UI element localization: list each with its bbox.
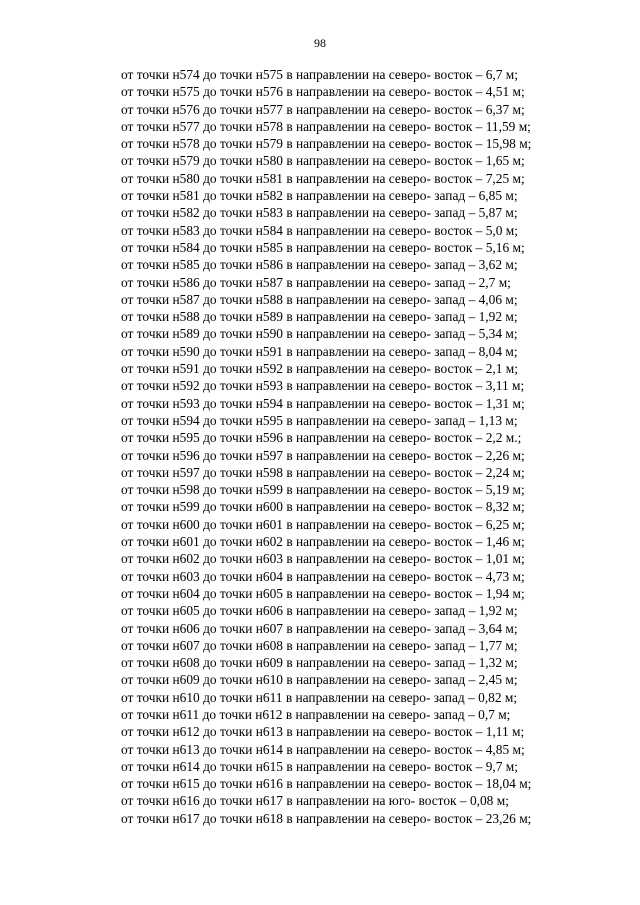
list-item: от точки н593 до точки н594 в направлении на северо- восток – 1,31 м; <box>121 395 525 411</box>
list-item: от точки н604 до точки н605 в направлении на северо- восток – 1,94 м; <box>121 585 525 601</box>
list-item: от точки н597 до точки н598 в направлении на северо- восток – 2,24 м; <box>121 464 525 480</box>
list-item: от точки н610 до точки н611 в направлении на северо- запад – 0,82 м; <box>121 689 518 705</box>
list-item: от точки н582 до точки н583 в направлении на северо- запад – 5,87 м; <box>121 205 518 221</box>
list-item: от точки н603 до точки н604 в направлении на северо- восток – 4,73 м; <box>121 568 525 584</box>
page-number: 98 <box>314 36 326 50</box>
list-item: от точки н592 до точки н593 в направлении на северо- восток – 3,11 м; <box>121 378 525 394</box>
list-item: от точки н616 до точки н617 в направлении на юго- восток – 0,08 м; <box>121 793 509 809</box>
boundary-description-list <box>121 66 621 827</box>
list-item: от точки н591 до точки н592 в направлении на северо- восток – 2,1 м; <box>121 361 518 377</box>
list-item: от точки н595 до точки н596 в направлении на северо- восток – 2,2 м.; <box>121 430 522 446</box>
list-item: от точки н579 до точки н580 в направлении на северо- восток – 1,65 м; <box>121 153 525 169</box>
list-item: от точки н608 до точки н609 в направлении на северо- запад – 1,32 м; <box>121 655 518 671</box>
list-item: от точки н614 до точки н615 в направлении на северо- восток – 9,7 м; <box>121 758 518 774</box>
list-item: от точки н578 до точки н579 в направлении на северо- восток – 15,98 м; <box>121 136 532 152</box>
list-item: от точки н586 до точки н587 в направлении на северо- запад – 2,7 м; <box>121 274 511 290</box>
list-item: от точки н588 до точки н589 в направлении на северо- запад – 1,92 м; <box>121 309 518 325</box>
list-item: от точки н575 до точки н576 в направлении на северо- восток – 4,51 м; <box>121 84 525 100</box>
list-item: от точки н577 до точки н578 в направлении на северо- восток – 11,59 м; <box>121 118 531 134</box>
list-item: от точки н589 до точки н590 в направлении на северо- запад – 5,34 м; <box>121 326 518 342</box>
list-item: от точки н590 до точки н591 в направлении на северо- запад – 8,04 м; <box>121 343 518 359</box>
list-item: от точки н617 до точки н618 в направлении на северо- восток – 23,26 м; <box>121 810 532 826</box>
list-item: от точки н609 до точки н610 в направлении на северо- запад – 2,45 м; <box>121 672 518 688</box>
list-item: от точки н581 до точки н582 в направлении на северо- запад – 6,85 м; <box>121 188 518 204</box>
list-item: от точки н607 до точки н608 в направлении на северо- запад – 1,77 м; <box>121 637 518 653</box>
list-item: от точки н613 до точки н614 в направлении на северо- восток – 4,85 м; <box>121 741 525 757</box>
list-item: от точки н606 до точки н607 в направлении на северо- запад – 3,64 м; <box>121 620 518 636</box>
list-item: от точки н602 до точки н603 в направлении на северо- восток – 1,01 м; <box>121 551 525 567</box>
list-item: от точки н594 до точки н595 в направлении на северо- запад – 1,13 м; <box>121 412 518 428</box>
list-item: от точки н612 до точки н613 в направлении на северо- восток – 1,11 м; <box>121 724 525 740</box>
list-item: от точки н601 до точки н602 в направлении на северо- восток – 1,46 м; <box>121 534 525 550</box>
list-item: от точки н583 до точки н584 в направлении на северо- восток – 5,0 м; <box>121 222 518 238</box>
list-item: от точки н605 до точки н606 в направлении на северо- запад – 1,92 м; <box>121 603 518 619</box>
list-item: от точки н615 до точки н616 в направлении на северо- восток – 18,04 м; <box>121 776 532 792</box>
list-item: от точки н596 до точки н597 в направлении на северо- восток – 2,26 м; <box>121 447 525 463</box>
list-item: от точки н599 до точки н600 в направлении на северо- восток – 8,32 м; <box>121 499 525 515</box>
list-item: от точки н585 до точки н586 в направлении на северо- запад – 3,62 м; <box>121 257 518 273</box>
list-item: от точки н576 до точки н577 в направлении на северо- восток – 6,37 м; <box>121 101 525 117</box>
list-item: от точки н584 до точки н585 в направлении на северо- восток – 5,16 м; <box>121 239 525 255</box>
list-item: от точки н574 до точки н575 в направлении на северо- восток – 6,7 м; <box>121 67 518 82</box>
list-item: от точки н600 до точки н601 в направлении на северо- восток – 6,25 м; <box>121 516 525 532</box>
list-item: от точки н598 до точки н599 в направлении на северо- восток – 5,19 м; <box>121 482 525 498</box>
list-item: от точки н611 до точки н612 в направлении на северо- запад – 0,7 м; <box>121 706 511 722</box>
list-item: от точки н580 до точки н581 в направлении на северо- восток – 7,25 м; <box>121 170 525 186</box>
list-item: от точки н587 до точки н588 в направлении на северо- запад – 4,06 м; <box>121 291 518 307</box>
